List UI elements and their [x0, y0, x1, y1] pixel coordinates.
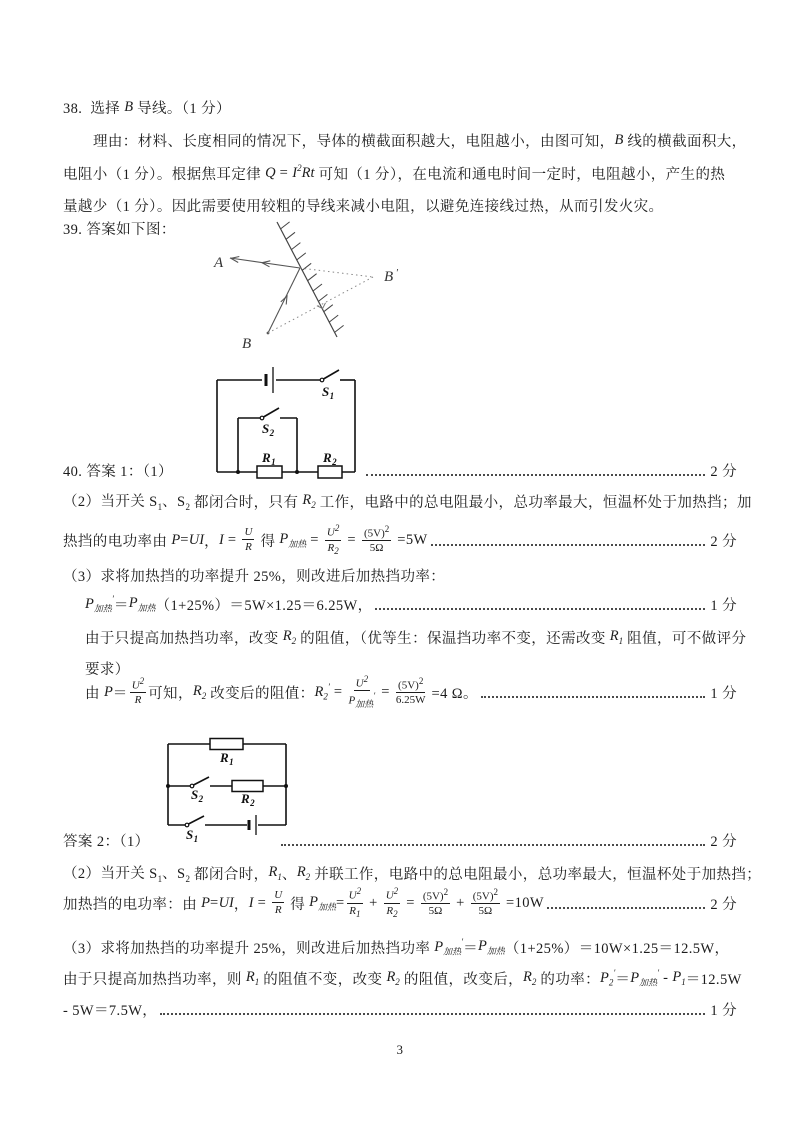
resistor-r2-box	[318, 466, 342, 478]
text-run: $P_{加热}$	[128, 595, 156, 613]
a2-part3-line-2	[63, 967, 742, 989]
text-run: =4 Ω。	[427, 685, 478, 702]
a1-part2-line-2	[63, 522, 737, 558]
score-label: 1 分	[710, 685, 737, 702]
score-label: 2 分	[710, 896, 737, 913]
text-run: =	[402, 894, 419, 911]
text-run: =	[343, 531, 360, 548]
switch-s1-icon	[320, 370, 339, 382]
text-run: 5Ω	[478, 905, 493, 918]
a1-part3-line-1	[63, 564, 445, 586]
text-run: $R_2$	[386, 969, 400, 987]
text-run: $P_2'$	[600, 967, 616, 988]
fraction	[471, 888, 500, 918]
junction-dot	[236, 470, 240, 474]
text-run: 改变后的阻值：	[206, 685, 315, 702]
q38-line-3	[63, 162, 725, 184]
fraction	[325, 524, 341, 555]
text-run: $(5V)^2$	[472, 887, 499, 903]
text-run: 的阻值，改变后，	[399, 971, 524, 988]
mirror	[277, 222, 344, 337]
text-run: $I^2$	[292, 163, 302, 181]
text-run: $U^2$	[348, 886, 362, 902]
text-run: - 5W＝7.5W，	[63, 1002, 158, 1019]
text-run: +	[452, 894, 469, 911]
text-run: 可知（1 分），在电流和通电时间一定时，电阻越小，产生的热	[314, 166, 726, 183]
text-run: B	[614, 131, 624, 148]
text-run: 量越少（1 分）。因此需要使用较粗的导线来减小电阻，以避免连接线过热，从而引发火灾。	[63, 198, 664, 215]
q39-label	[63, 217, 176, 239]
incident-ray	[267, 268, 300, 334]
label-r1: $R_1$	[262, 450, 276, 467]
fraction	[347, 887, 363, 918]
text-run: $P_{加热}'$	[348, 691, 376, 710]
junction-dot	[166, 784, 170, 788]
text-run: 由	[85, 685, 104, 702]
label-s1: $S_1$	[186, 827, 199, 844]
text-run: $P_{加热}'$	[85, 593, 114, 614]
score-label: 1 分	[710, 1002, 737, 1019]
text-run: 的功率：	[536, 971, 601, 988]
text-run: U	[274, 889, 283, 902]
fraction	[272, 889, 284, 916]
text-run: （3）求将加热挡的功率提升 25%，则改进后加热挡功率	[63, 940, 435, 957]
text-run: $R_1$	[268, 864, 282, 882]
resistor-r2-box	[232, 781, 263, 792]
text-run: =	[223, 531, 241, 548]
text-run: =	[275, 164, 293, 181]
text-run: U	[244, 526, 253, 539]
score-label: 1 分	[710, 597, 737, 614]
a2-part2-line-2	[63, 885, 737, 921]
dotted-leader	[375, 606, 705, 610]
label-r2: $R_2$	[241, 791, 255, 808]
dotted-leader	[366, 472, 705, 476]
text-run: Rt	[301, 164, 315, 181]
score-label: 2 分	[710, 463, 737, 480]
text-run: =5W	[393, 531, 428, 548]
text-run: I	[248, 894, 254, 911]
text-run: 可知，	[148, 685, 193, 702]
a1-part3-line-5	[85, 674, 737, 710]
q38-line-4	[63, 194, 663, 216]
a2-part3-line-1	[63, 936, 729, 958]
text-run: ＝	[113, 597, 129, 614]
text-run: （2）当开关 $S_1$	[63, 866, 163, 884]
switch-s2-icon	[260, 408, 279, 420]
text-run: B	[124, 98, 134, 115]
junction-dot	[295, 470, 299, 474]
fraction	[349, 675, 376, 709]
text-run: $(5V)^2$	[398, 676, 424, 692]
text-run: 得	[256, 533, 280, 550]
text-run: =	[253, 894, 271, 911]
text-run: 并联工作，电路中的总电阻最小，总功率最大，恒温杯处于加热挡；	[310, 866, 762, 883]
text-run: =	[209, 894, 219, 911]
circuit-diagram-2	[160, 735, 295, 853]
text-run: （3）求将加热挡的功率提升 25%，则改进后加热挡功率：	[63, 568, 446, 585]
a1-part3-line-2	[85, 593, 737, 615]
text-run: $(5V)^2$	[363, 524, 390, 540]
q38-line-1	[63, 96, 231, 118]
text-run: P	[103, 683, 113, 700]
text-run: （2）当开关 $S_1$	[63, 494, 163, 512]
dotted-leader	[547, 905, 705, 909]
text-run: 6.25W	[395, 694, 426, 707]
dotted-leader	[281, 842, 706, 846]
text-run: ＝	[463, 940, 479, 957]
text-run: 5Ω	[369, 542, 384, 555]
text-run: $R_2$	[523, 969, 537, 987]
label-r1: $R_1$	[220, 750, 234, 767]
fraction	[362, 525, 391, 555]
dotted-leader	[481, 694, 706, 698]
text-run: $(5V)^2$	[422, 887, 449, 903]
fraction	[396, 677, 426, 707]
text-run: （1+25%）＝10W×1.25＝12.5W，	[504, 940, 730, 957]
text-run: $P_{加热}$	[309, 894, 337, 912]
text-run: =	[377, 683, 394, 700]
q38-line-2	[93, 129, 747, 151]
text-run: I	[218, 531, 224, 548]
text-run: $R_2$	[386, 904, 398, 919]
fraction	[384, 887, 400, 918]
text-run: 导线。（1 分）	[133, 100, 231, 117]
text-run: $P_{加热}$	[279, 531, 307, 549]
text-run: ＝	[112, 685, 128, 702]
text-run: 电阻小（1 分）。根据焦耳定律	[63, 166, 266, 183]
q40-answer1-heading	[63, 459, 737, 481]
label-s2: $S_2$	[262, 421, 275, 438]
text-run: 工作，电路中的总电阻最小，总功率最大，恒温杯处于加热挡；加	[315, 494, 752, 511]
text-run: 、$S_2$	[162, 866, 191, 884]
text-run: 由于只提高加热挡功率，则	[63, 971, 246, 988]
page-number: 3	[396, 1042, 404, 1057]
a2-part2-line-1	[63, 862, 761, 884]
text-run: -	[659, 969, 673, 986]
text-run: 要求）	[85, 661, 130, 678]
text-run: $R_2$	[282, 628, 297, 646]
text-run: 40. 答案 1：（1）	[63, 463, 173, 480]
text-run: 的阻值不变，改变	[259, 971, 387, 988]
dotted-leader	[160, 1011, 705, 1015]
text-run: ，	[204, 533, 219, 550]
text-run: $U^2$	[326, 523, 340, 539]
text-run: $U^2$	[131, 676, 145, 692]
text-run: $R_2$	[296, 864, 311, 882]
battery-icon	[249, 815, 256, 835]
score-label: 2 分	[710, 833, 737, 850]
text-run: R	[274, 904, 282, 916]
label-point-b-prime: B ′	[384, 267, 399, 285]
text-run: UI	[218, 894, 234, 911]
mirror-hatching	[281, 222, 344, 333]
a1-part2-line-1	[63, 490, 752, 512]
text-run: UI	[188, 531, 205, 548]
text-run: 线的横截面积大，	[623, 133, 747, 150]
fraction	[130, 677, 146, 707]
text-run: 由于只提高加热挡功率，改变	[85, 630, 283, 647]
text-run: 加热挡的电功率：由	[63, 896, 202, 913]
reflected-ray	[230, 257, 300, 269]
text-run: =	[336, 894, 345, 911]
label-point-a: A	[214, 255, 224, 271]
label-r2: $R_2$	[323, 450, 337, 467]
text-run: +	[365, 894, 382, 911]
text-run: =	[329, 683, 347, 700]
text-run: P	[201, 894, 210, 911]
text-run: 、	[281, 866, 297, 883]
text-run: $P_{加热}$	[478, 938, 505, 956]
a2-part3-line-3	[63, 998, 737, 1020]
text-run: 得	[286, 896, 310, 913]
text-run: Q	[265, 164, 276, 181]
text-run: $R_1$	[349, 904, 361, 919]
text-run: 39. 答案如下图：	[63, 221, 176, 238]
text-run: =10W	[502, 894, 545, 911]
text-run: $R_2$	[192, 683, 207, 701]
text-run: =	[306, 531, 323, 548]
text-run: ，	[233, 896, 249, 913]
text-run: $R_2'$	[314, 681, 330, 702]
fraction	[421, 888, 450, 918]
a1-part3-line-3	[85, 626, 746, 648]
text-run: 5Ω	[428, 905, 443, 918]
dotted-leader	[431, 542, 706, 546]
text-run: 都闭合时，	[190, 866, 269, 883]
switch-s1-icon	[185, 816, 204, 827]
text-run: 都闭合时，只有	[190, 494, 303, 511]
text-run: 的阻值，（优等生：保温挡功率不变，还需改变	[296, 630, 610, 647]
text-run: R	[134, 694, 142, 707]
resistor-r1-box	[257, 466, 282, 478]
text-run: 38. 选择	[63, 100, 125, 117]
battery-icon	[266, 367, 273, 393]
text-run: 答案 2：（1）	[63, 833, 150, 850]
text-run: $R_1$	[245, 969, 260, 987]
label-s2: $S_2$	[191, 787, 204, 804]
ray-diagram	[200, 218, 420, 358]
junction-dot	[284, 784, 288, 788]
text-run: 、$S_2$	[162, 494, 191, 512]
text-run: $U^2$	[385, 886, 399, 902]
text-run: 理由：材料、长度相同的情况下，导体的横截面积越大，电阻越小，由图可知，	[93, 133, 615, 150]
circuit-diagram-1	[210, 360, 365, 490]
text-run: $P_{加热}'$	[630, 967, 660, 988]
resistor-r1-box	[210, 739, 243, 750]
text-run: $U^2$	[355, 673, 369, 690]
text-run: $P_{加热}'$	[434, 936, 464, 957]
text-run: =	[180, 531, 189, 548]
text-run: ＝	[615, 971, 631, 988]
text-run: P	[171, 531, 181, 548]
text-run: ＝12.5W	[685, 971, 742, 988]
text-run: $R_1$	[609, 628, 624, 646]
label-point-b: B	[242, 336, 252, 352]
label-s1: $S_1$	[322, 384, 335, 401]
text-run: 热挡的电功率由	[63, 533, 172, 550]
text-run: $R_2$	[302, 492, 316, 510]
text-run: 阻值，可不做评分	[623, 630, 747, 647]
text-run: （1+25%）＝5W×1.25＝6.25W，	[155, 597, 373, 614]
text-run: $P_1$	[672, 969, 686, 987]
fraction	[242, 526, 254, 553]
text-run: $R_2$	[327, 541, 339, 556]
text-run: R	[245, 541, 252, 553]
score-label: 2 分	[710, 533, 737, 550]
